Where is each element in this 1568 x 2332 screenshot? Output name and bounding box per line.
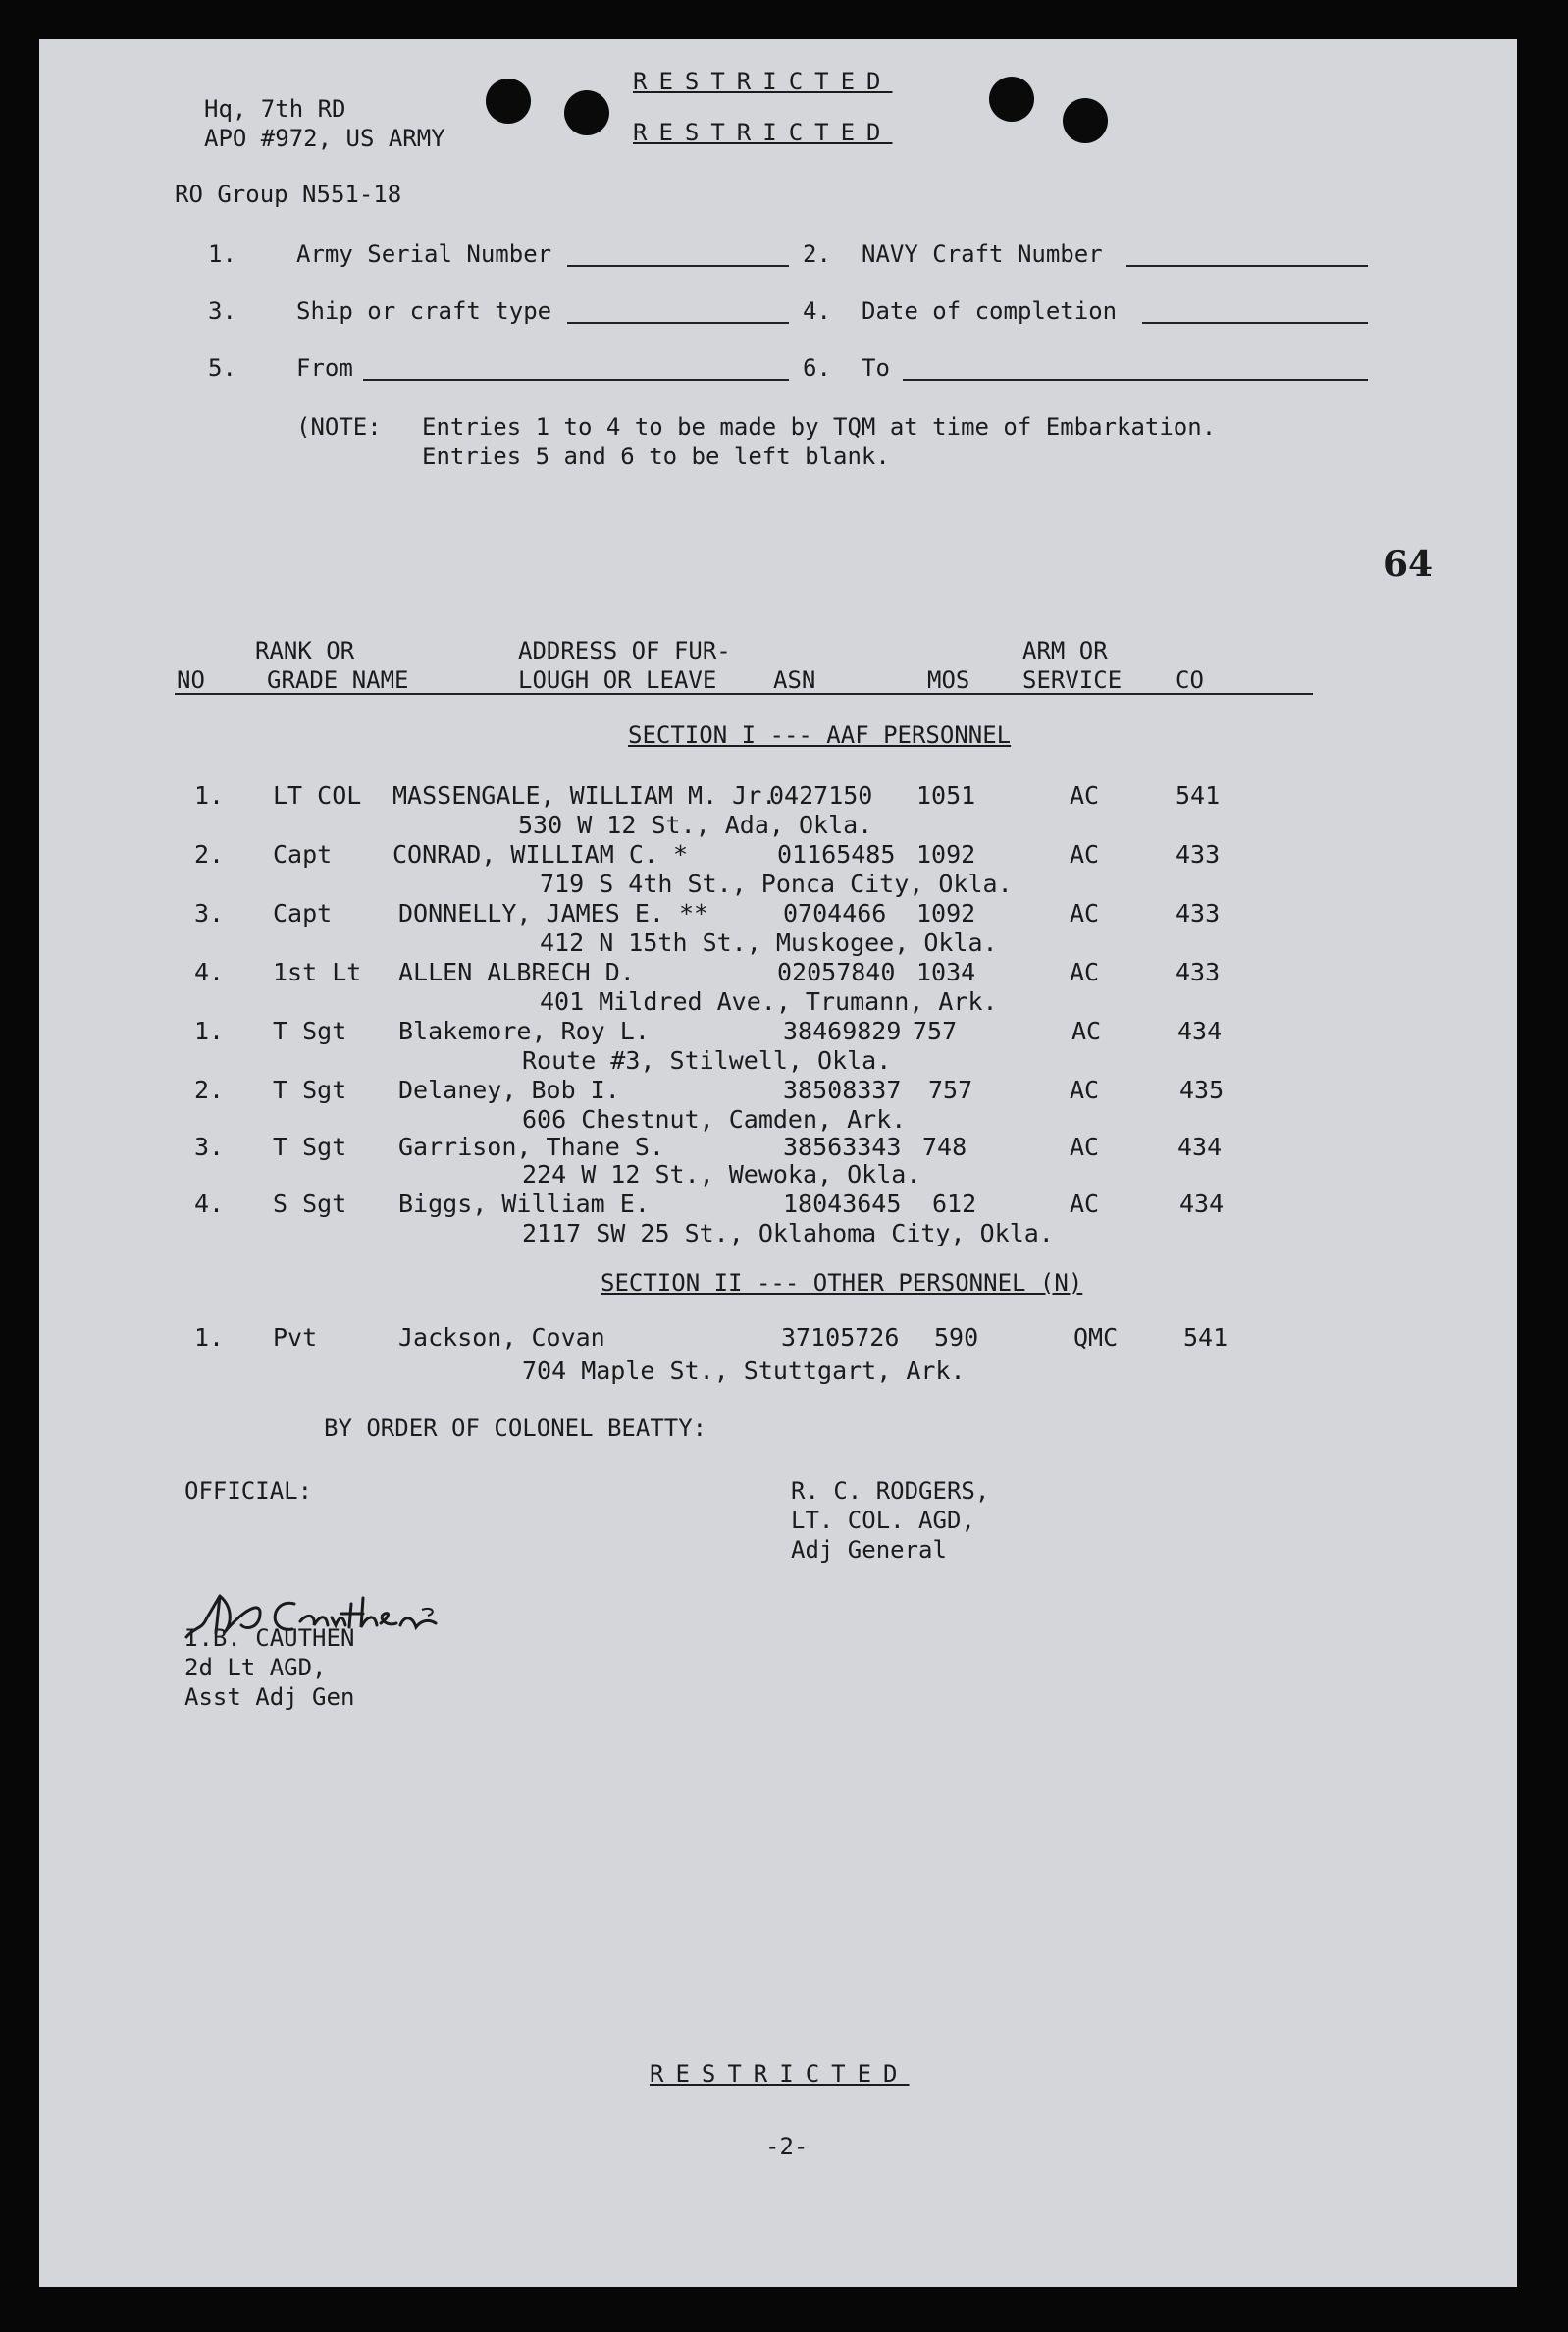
row-name: Jackson, Covan [398,1323,605,1352]
punch-hole-2 [564,90,609,135]
row-asn: 38563343 [783,1133,902,1161]
row-arm: AC [1070,1076,1100,1104]
row-name: Delaney, Bob I. [398,1076,620,1104]
row-no: 3. [194,1133,225,1161]
signer-rank: LT. COL. AGD, [791,1507,975,1534]
signer-name: R. C. RODGERS, [791,1477,990,1505]
row-asn: 38508337 [783,1076,902,1104]
official-label: OFFICIAL: [184,1477,313,1505]
row-co: 541 [1183,1323,1228,1352]
row-no: 3. [194,899,225,928]
row-address: 2117 SW 25 St., Oklahoma City, Okla. [522,1219,1054,1247]
row-name: DONNELLY, JAMES E. ** [398,899,709,928]
field-line-army-serial [567,265,789,267]
row-rank: S Sgt [273,1190,347,1218]
restricted-stamp-bottom: RESTRICTED [650,2060,910,2088]
ro-group: RO Group N551-18 [175,181,402,208]
col-asn: ASN [773,666,816,694]
row-rank: 1st Lt [273,958,362,986]
field-num-6: 6. [803,354,831,382]
punch-hole-3 [989,77,1034,122]
row-address: 719 S 4th St., Ponca City, Okla. [540,870,1013,898]
row-no: 4. [194,1190,225,1218]
row-asn: 38469829 [783,1017,902,1045]
field-label-completion: Date of completion [862,297,1118,325]
row-arm: AC [1070,840,1100,869]
row-address: 704 Maple St., Stuttgart, Ark. [522,1356,966,1385]
field-num-4: 4. [803,297,831,325]
field-num-1: 1. [208,240,236,268]
row-name: ALLEN ALBRECH D. [398,958,635,986]
field-label-army-serial: Army Serial Number [296,240,552,268]
row-arm: AC [1070,958,1100,986]
row-co: 433 [1176,899,1221,928]
field-label-navy-craft: NAVY Craft Number [862,240,1103,268]
row-co: 433 [1176,958,1221,986]
signer-title: Adj General [791,1536,947,1564]
row-arm: AC [1070,781,1100,810]
row-co: 434 [1179,1190,1225,1218]
row-mos: 1051 [916,781,976,810]
row-no: 4. [194,958,225,986]
unit-line-1: Hq, 7th RD [204,95,346,123]
field-line-from [363,379,789,381]
header-rule [175,693,1313,695]
field-num-2: 2. [803,240,831,268]
row-rank: Capt [273,899,333,928]
col-mos: MOS [927,666,970,694]
row-no: 2. [194,840,225,869]
unit-line-2: APO #972, US ARMY [204,125,445,152]
row-name: CONRAD, WILLIAM C. * [392,840,689,869]
row-address: 224 W 12 St., Wewoka, Okla. [522,1160,921,1189]
field-line-ship-type [567,322,789,324]
field-label-from: From [296,354,353,382]
row-arm: AC [1070,1190,1100,1218]
page-stamp-number: 64 [1384,544,1434,585]
row-mos: 590 [934,1323,979,1352]
col-rank-bottom: GRADE NAME [267,666,409,694]
row-address: Route #3, Stilwell, Okla. [522,1046,892,1075]
row-arm: AC [1070,899,1100,928]
punch-hole-4 [1063,98,1108,143]
field-line-to [903,379,1368,381]
row-no: 1. [194,1323,225,1352]
row-co: 541 [1176,781,1221,810]
row-mos: 1092 [916,899,976,928]
field-num-5: 5. [208,354,236,382]
row-address: 530 W 12 St., Ada, Okla. [518,811,873,839]
row-rank: Pvt [273,1323,318,1352]
section-2-title: SECTION II --- OTHER PERSONNEL (N) [601,1269,1083,1297]
restricted-stamp-top-overlay: RESTRICTED [633,119,893,146]
row-address: 412 N 15th St., Muskogee, Okla. [540,928,998,957]
row-address: 401 Mildred Ave., Trumann, Ark. [540,987,998,1016]
field-label-to: To [862,354,890,382]
row-arm: AC [1071,1017,1102,1045]
row-mos: 748 [922,1133,967,1161]
row-asn: 01165485 [777,840,896,869]
row-rank: T Sgt [273,1076,347,1104]
auth-name: I.B. CAUTHEN [184,1624,355,1652]
by-order: BY ORDER OF COLONEL BEATTY: [324,1414,707,1442]
row-arm: QMC [1073,1323,1119,1352]
row-mos: 757 [913,1017,958,1045]
restricted-stamp-top: RESTRICTED [633,68,893,95]
row-name: Garrison, Thane S. [398,1133,664,1161]
row-co: 434 [1177,1017,1223,1045]
row-rank: T Sgt [273,1017,347,1045]
row-no: 2. [194,1076,225,1104]
note-label: (NOTE: [296,413,382,441]
row-arm: AC [1070,1133,1100,1161]
row-mos: 757 [928,1076,973,1104]
field-num-3: 3. [208,297,236,325]
page-number: -2- [765,2133,809,2160]
row-name: MASSENGALE, WILLIAM M. Jr. [392,781,777,810]
col-co: CO [1176,666,1204,694]
row-co: 434 [1177,1133,1223,1161]
row-mos: 612 [932,1190,977,1218]
col-arm-top: ARM OR [1022,637,1108,664]
row-mos: 1092 [916,840,976,869]
col-arm-bottom: SERVICE [1022,666,1123,694]
row-asn: 0427150 [769,781,873,810]
auth-rank: 2d Lt AGD, [184,1654,327,1681]
row-no: 1. [194,1017,225,1045]
field-line-completion [1142,322,1368,324]
row-asn: 02057840 [777,958,896,986]
row-asn: 0704466 [783,899,887,928]
row-asn: 37105726 [781,1323,900,1352]
row-co: 435 [1179,1076,1225,1104]
note-line-1: Entries 1 to 4 to be made by TQM at time of Embarkation. [422,413,1217,441]
row-co: 433 [1176,840,1221,869]
note-line-2: Entries 5 and 6 to be left blank. [422,443,890,470]
field-line-navy-craft [1126,265,1368,267]
row-name: Blakemore, Roy L. [398,1017,650,1045]
col-address-top: ADDRESS OF FUR- [518,637,731,664]
section-1-title: SECTION I --- AAF PERSONNEL [628,721,1012,749]
col-no: NO [177,666,205,694]
row-address: 606 Chestnut, Camden, Ark. [522,1105,907,1134]
punch-hole-1 [486,79,531,124]
auth-title: Asst Adj Gen [184,1683,355,1711]
row-rank: Capt [273,840,333,869]
row-name: Biggs, William E. [398,1190,650,1218]
row-no: 1. [194,781,225,810]
col-rank-top: RANK OR [255,637,355,664]
row-rank: T Sgt [273,1133,347,1161]
col-address-bottom: LOUGH OR LEAVE [518,666,717,694]
row-asn: 18043645 [783,1190,902,1218]
row-mos: 1034 [916,958,976,986]
row-rank: LT COL [273,781,362,810]
document-page [39,39,1517,2287]
field-label-ship-type: Ship or craft type [296,297,552,325]
